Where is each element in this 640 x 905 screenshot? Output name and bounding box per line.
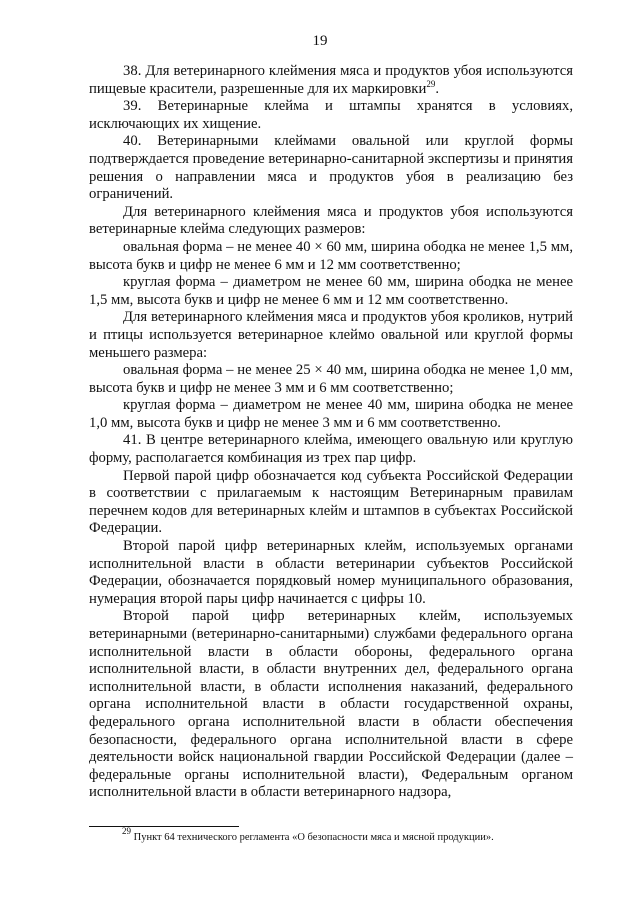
paragraph-oval-size: овальная форма – не менее 40 × 60 мм, ширина ободка не менее 1,5 мм, высота букв и цифр не менее 6 мм и 12 мм соответственно; [89, 238, 573, 273]
paragraph-small-oval-size: овальная форма – не менее 25 × 40 мм, ширина ободка не менее 1,0 мм, высота букв и цифр не менее 3 мм и 6 мм соответственно; [89, 362, 573, 396]
paragraph-39: 39. Ветеринарные клейма и штампы хранятся в условиях, исключающих их хищение. [89, 98, 573, 132]
body-text [89, 63, 573, 802]
footnote-reference[interactable]: 29 [426, 78, 436, 89]
paragraph-second-pair-regional: Второй парой цифр ветеринарных клейм, используемых органами исполнительной власти в области ветеринарии субъектов Российской Федерации, обозначается порядковый номер муниципального образования, нумерация второй пары цифр начинается с цифры 10. [89, 538, 573, 607]
paragraph-40: 40. Ветеринарными клеймами овальной или круглой формы подтверждается проведение ветеринарно-санитарной экспертизы и принятия решения о направлении мяса и продуктов убоя в реализацию без ограничений. [89, 133, 573, 203]
paragraph-end-punct: . [435, 80, 439, 97]
paragraph-small-intro: Для ветеринарного клеймения мяса и продуктов убоя кроликов, нутрий и птицы используется ветеринарное клеймо овальной или круглой формы меньшего размера: [89, 309, 573, 361]
paragraph-41: 41. В центре ветеринарного клейма, имеющего овальную или круглую форму, располагается комбинация из трех пар цифр. [89, 432, 573, 467]
paragraph-sizes-intro: Для ветеринарного клеймения мяса и продуктов убоя используются ветеринарные клейма следующих размеров: [89, 203, 573, 238]
page-number: 19 [312, 33, 328, 49]
footnote-marker: 29 [122, 826, 131, 836]
footnote-text: Пункт 64 технического регламента «О безопасности мяса и мясной продукции». [131, 832, 494, 843]
paragraph-small-round-size: круглая форма – диаметром не менее 40 мм, ширина ободка не менее 1,0 мм, высота букв и цифр не менее 3 мм и 6 мм соответственно. [89, 397, 573, 431]
paragraph-round-size: круглая форма – диаметром не менее 60 мм, ширина ободка не менее 1,5 мм, высота букв и цифр не менее 6 мм и 12 мм соответственно. [89, 274, 573, 308]
footnote [122, 826, 573, 844]
paragraph-first-pair: Первой парой цифр обозначается код субъекта Российской Федерации в соответствии с прилагаемым к настоящим Ветеринарным правилам перечнем кодов для ветеринарных клейм и штампов в субъектах Российской Федерации. [89, 467, 573, 537]
paragraph-second-pair-federal: Второй парой цифр ветеринарных клейм, используемых ветеринарными (ветеринарно-санитарными) службами федерального органа исполнительной власти в области обороны, федерального органа исполнительной власти, в области внутренних дел, федерального органа исполнительной власти, в области исполнения наказаний, федерального органа исполнительной власти в области государственной охраны, федерального органа исполнительной власти в области обеспечения безопасности, федерального органа исполнительной власти в сфере деятельности войск национальной гвардии Российской Федерации (далее – федеральные органы исполнительной власти), Федеральным органом исполнительной власти в области ветеринарного надзора, [89, 608, 573, 801]
footnote-divider [89, 826, 239, 827]
paragraph-text: 38. Для ветеринарного клеймения мяса и продуктов убоя используются пищевые красители, разрешенные для их маркировки [89, 63, 573, 97]
paragraph-38 [89, 63, 573, 98]
